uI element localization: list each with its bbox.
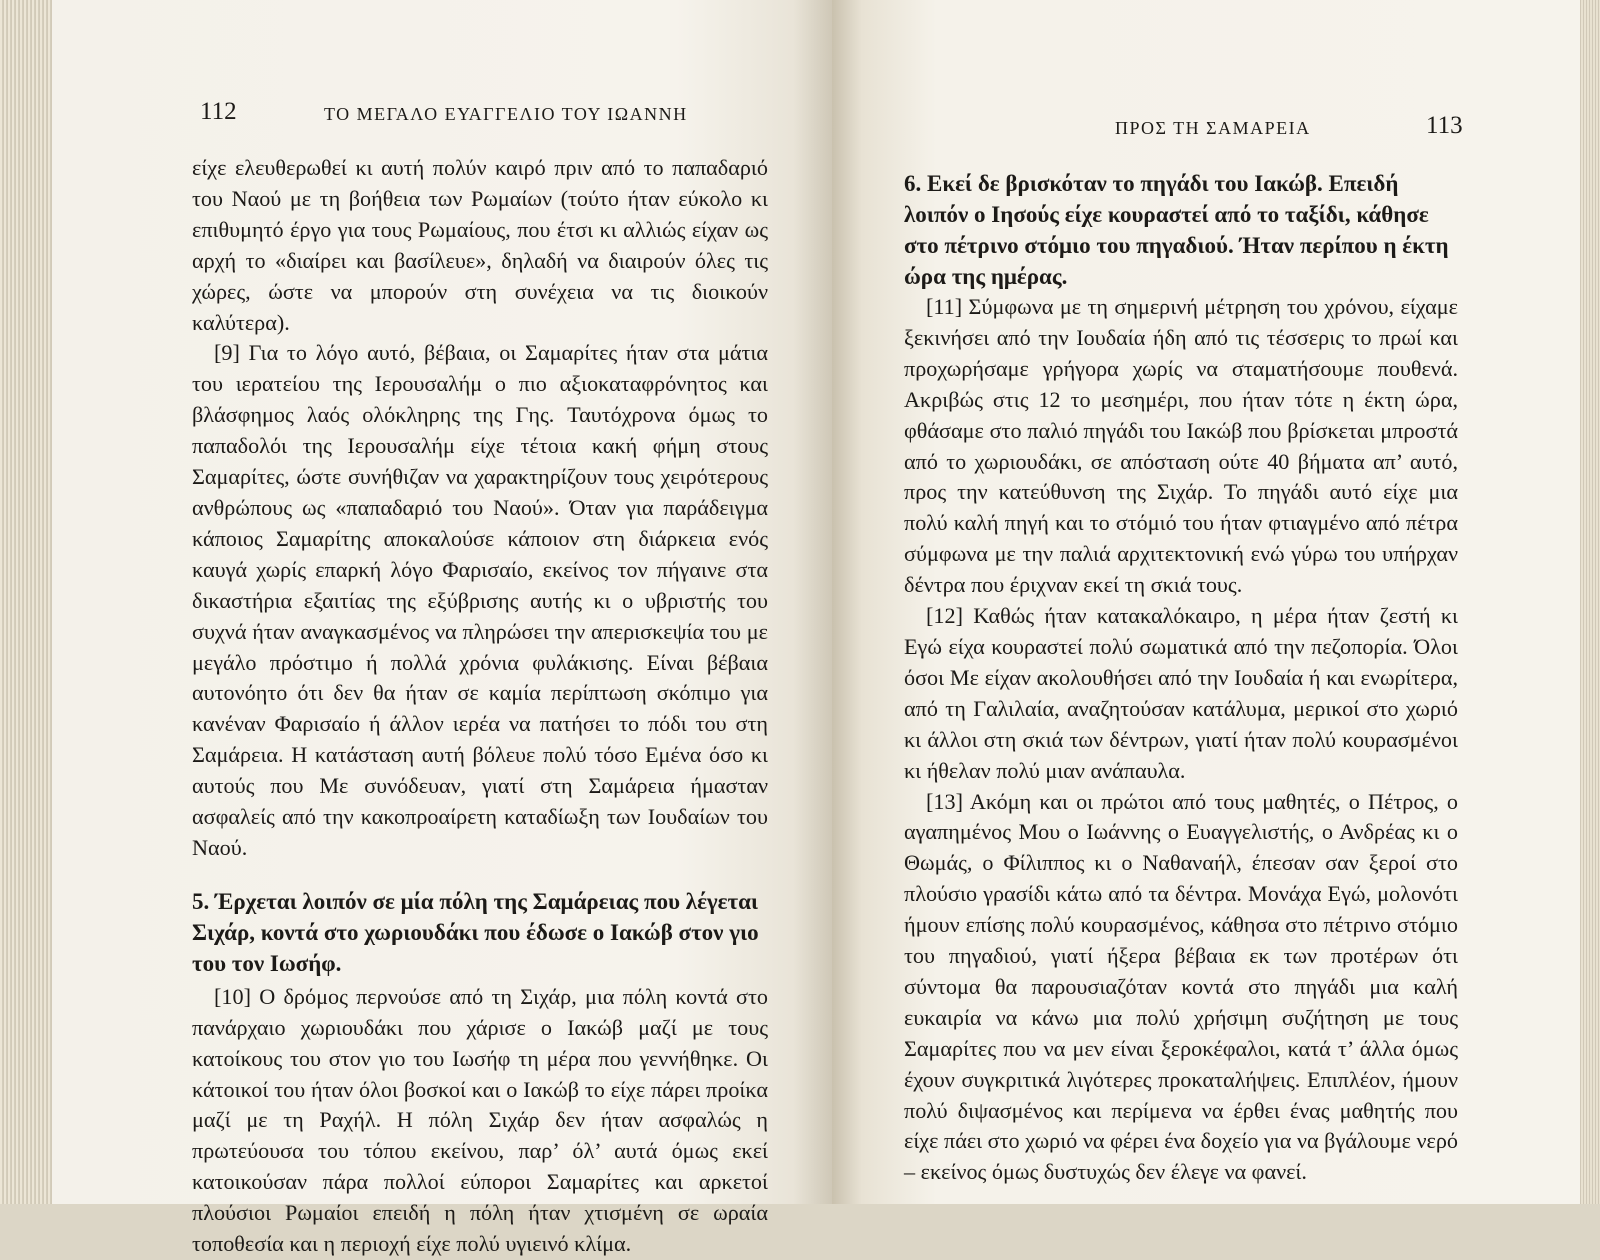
paragraph: [12] Καθώς ήταν κατακαλόκαιρο, η μέρα ήταν ζεστή κι Εγώ είχα κουραστεί πολύ σωματικά από την πεζοπορία. Όλοι όσοι Με είχαν ακολουθήσει από την Ιουδαία ή και ενωρίτερα, από τη Γαλιλαία, αναζητούσαν κατάλυμα, μερικοί στο χωριό κι άλλοι στη σκιά των δέντρων, γιατί ήταν πολύ κουρασμένοι κι ήθελαν πολύ μιαν ανάπαυλα. [904, 603, 1458, 783]
paragraph: [11] Σύμφωνα με τη σημερινή μέτρηση του χρόνου, είχαμε ξεκινήσει από την Ιουδαία ήδη από τις τέσσερις το πρωί και προχωρήσαμε γρήγορα χωρίς να σταματήσουμε πουθενά. Ακριβώς στις 12 το μεσημέρι, που ήταν τότε η έκτη ώρα, φθάσαμε στο παλιό πηγάδι του Ιακώβ που βρίσκεται μπροστά από το χωριουδάκι, σε απόσταση ούτε 40 βήματα απ’ αυτό, προς την κατεύθυνση της Σιχάρ. Το πηγάδι αυτό είχε μια πολύ καλή πηγή και το στόμιό του ήταν φτιαγμένο από πέτρα σύμφωνα με την παλιά αρχιτεκτονική ενώ γύρω του υπήρχαν δέντρα που έριχναν εκεί τη σκιά τους. [904, 294, 1458, 598]
paragraph: [9] Για το λόγο αυτό, βέβαια, οι Σαμαρίτες ήταν στα μάτια του ιερατείου της Ιερουσαλήμ ο πιο αξιοκαταφρόνητος και βλάσφημος λαός ολόκληρης της Γης. Ταυτόχρονα όμως το παπαδολόι της Ιερουσαλήμ είχε τέτοια κακή φήμη στους Σαμαρίτες, ώστε συνήθιζαν να χαρακτηρίζουν τους χειρότερους ανθρώπους ως «παπαδαριό του Ναού». Όταν για παράδειγμα κάποιος Σαμαρίτης αποκαλούσε κάποιον στη διάρκεια ενός καυγά χωρίς επαρκή λόγο Φαρισαίο, εκείνος τον πήγαινε στα δικαστήρια εξαιτίας της εξύβρισης αυτής κι ο υβριστής του συχνά ήταν αναγκασμένος να πληρώσει την απερισκεψία του με μεγάλο πρόστιμο ή πολλά χρόνια φυλάκισης. Είναι βέβαια αυτονόητο ότι δεν θα ήταν σε καμία περίπτωση σκόπιμο για κανέναν Φαρισαίο ή άλλον ιερέα να πατήσει το πόδι του στη Σαμάρεια. Η κατάσταση αυτή βόλευε πολύ τόσο Εμένα όσο κι αυτούς που Με συνόδευαν, γιατί στη Σαμάρεια ήμασταν ασφαλείς από την κακοπροαίρετη καταδίωξη των Ιουδαίων του Ναού. [192, 340, 768, 860]
paragraph: είχε ελευθερωθεί κι αυτή πολύν καιρό πριν από το παπαδαριό του Ναού με τη βοήθεια των Ρωμαίων (τούτο ήταν εύκολο κι επιθυμητό έργο για τους Ρωμαίους, που έτσι κι αλλιώς είχαν ως αρχή το «διαίρει και βασίλευε», δηλαδή να διαιρούν όλες τις χώρες, ώστε να μπορούν στη συνέχεια να τις διοικούν καλύτερα). [192, 155, 768, 335]
page-number: 112 [200, 98, 237, 125]
right-page [832, 0, 1580, 1204]
verse-heading: 6. Εκεί δε βρισκόταν το πηγάδι του Ιακώβ. Επειδή λοιπόν ο Ιησούς είχε κουραστεί από το ταξίδι, κάθησε στο πέτρινο στόμιο του πηγαδιού. Ήταν περίπου η έκτη ώρα της ημέρας. [904, 171, 1449, 289]
page-edges-right [1578, 0, 1600, 1204]
verse-heading: 5. Έρχεται λοιπόν σε μία πόλη της Σαμάρειας που λέγεται Σιχάρ, κοντά στο χωριουδάκι που έδωσε ο Ιακώβ στον γιο του τον Ιωσήφ. [192, 888, 759, 976]
body-text [904, 168, 1458, 1188]
left-page [52, 0, 832, 1257]
paragraph: [13] Ακόμη και οι πρώτοι από τους μαθητές, ο Πέτρος, ο αγαπημένος Μου ο Ιωάννης ο Ευαγγελιστής, ο Ανδρέας κι ο Θωμάς, ο Φίλιππος κι ο Ναθαναήλ, έπεσαν σαν ξεροί στο πλούσιο γρασίδι κάτω από τα δέντρα. Μονάχα Εγώ, μολονότι ήμουν επίσης πολύ κουρασμένος, κάθησα στο πέτρινο στόμιο του πηγαδιού, γιατί ήξερα βέβαια εκ των προτέρων ότι σύντομα θα παρουσιαζόταν κοντά στο πηγάδι μια καλή ευκαιρία να κάνω μια πολύ χρήσιμη συζήτηση με τους Σαμαρίτες που να μεν είναι ξεροκέφαλοι, κατά τ’ άλλα όμως έχουν συγκριτικά λιγότερες προκαταλήψεις. Επιπλέον, ήμουν πολύ διψασμένος και περίμενα να έρθει ένας μαθητής που είχε πάει στο χωριό να φέρει ένα δοχείο για να βγάλουμε νερό – εκείνος όμως δυστυχώς δεν έλεγε να φανεί. [904, 788, 1458, 1185]
running-header: ΤΟ ΜΕΓΑΛΟ ΕΥΑΓΓΕΛΙΟ ΤΟΥ ΙΩΑΝΝΗ [324, 104, 688, 124]
page-edges-left [0, 0, 60, 1204]
page-number: 113 [1426, 112, 1463, 139]
paragraph: [10] Ο δρόμος περνούσε από τη Σιχάρ, μια πόλη κοντά στο πανάρχαιο χωριουδάκι που χάρισε ο Ιακώβ μαζί με τους κατοίκους του στον γιο του Ιωσήφ τη μέρα που γεννήθηκε. Οι κάτοικοί του ήταν όλοι βοσκοί και ο Ιακώβ το είχε πάρει προίκα μαζί με τη Ραχήλ. Η πόλη Σιχάρ δεν ήταν ασφαλώς η πρωτεύουσα του τόπου εκείνου, παρ’ όλ’ αυτά όμως εκεί κατοικούσαν πάρα πολλοί εύποροι Σαμαρίτες και αρκετοί πλούσιοι Ρωμαίοι επειδή η πόλη ήταν χτισμένη σε ωραία τοποθεσία και η περιοχή είχε πολύ υγιεινό κλίμα. [192, 983, 768, 1257]
body-text [192, 153, 768, 1260]
running-header: ΠΡΟΣ ΤΗ ΣΑΜΑΡΕΙΑ [1115, 118, 1311, 138]
